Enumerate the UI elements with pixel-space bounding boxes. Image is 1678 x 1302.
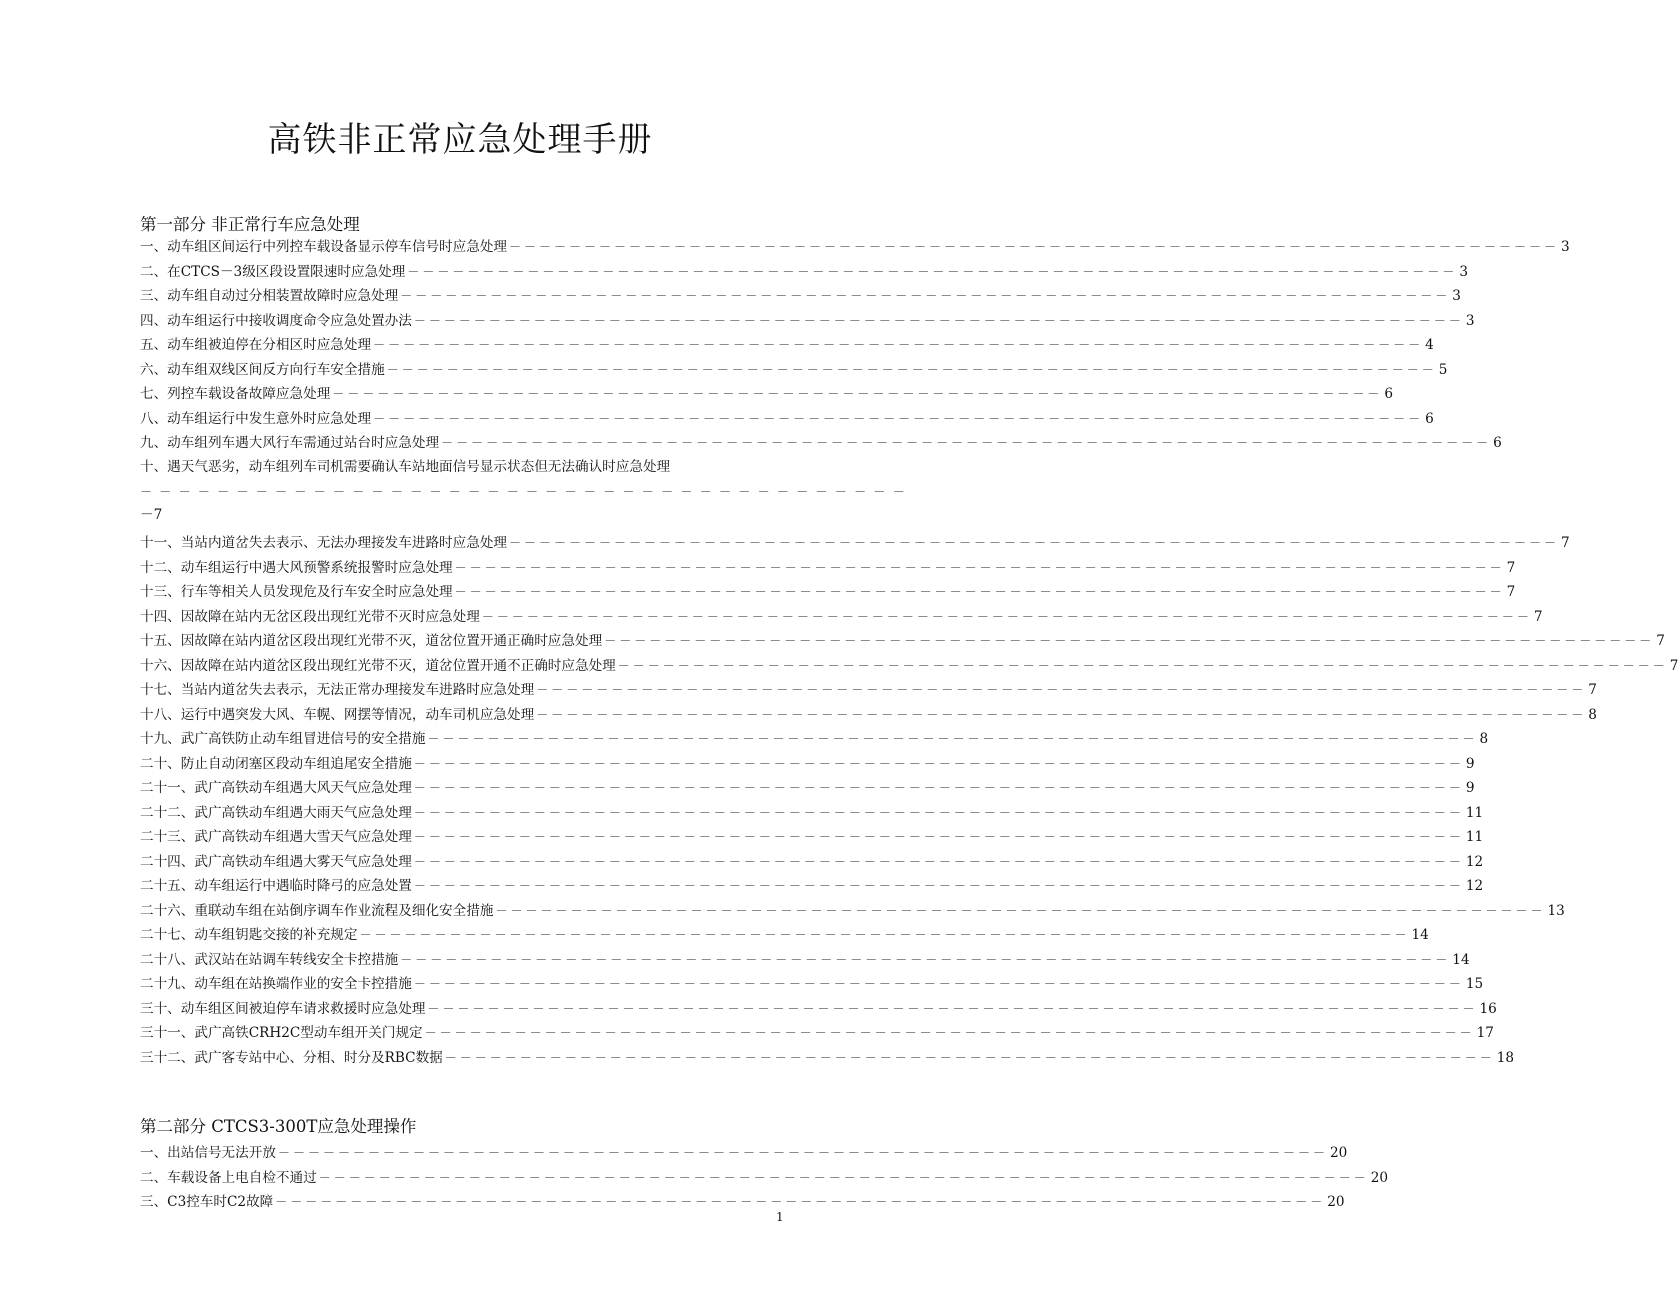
toc-leader: －－－－－－－－－－－－－－－－－－－－－－－－－－－－－－－－－－－－－－－－－－－－－－－－－－－－－－－－－－－－－－－－－－－－－－ xyxy=(509,536,1560,550)
toc-leader: －－－－－－－－－－－－－－－－－－－－－－－－－－－－－－－－－－－－－－－－－－－－－－－－－－－－－－－－－－－－－－－－－－－－－－ xyxy=(536,707,1587,722)
toc-entry[interactable] xyxy=(140,678,1597,703)
toc-entry-label: 三十二、武广客专站中心、分相、时分及RBC数据 xyxy=(140,1049,443,1066)
toc-entry-label: 十八、运行中遇突发大风、车幌、网摆等情况，动车司机应急处理 xyxy=(140,706,535,723)
toc-entry[interactable] xyxy=(140,703,1597,728)
toc-entry[interactable] xyxy=(140,605,1543,630)
toc-leader: －－－－－－－－－－－－－－－－－－－－－－－－－－－－－－－－－－－－－－－－－－－－－－－－－－－－－－－－－－－－－－－－－－－－－－ xyxy=(509,240,1560,254)
toc-leader: －－－－－－－－－－－－－－－－－－－－－－－－－－－－－－－－－－－－－－－－－－－－－－－－－－－－－－－－－－－－－－－－－－－－－－ xyxy=(481,609,1532,624)
toc-leader: －－－－－－－－－－－－－－－－－－－－－－－－－－－－－－－－－－－－－－－－－－－－－－－－－－－－－－－－－－－－－－－－－－－－－－ xyxy=(604,634,1655,648)
toc-leader: －－－－－－－－－－－－－－－－－－－－－－－－－－－－－－－－－－－－－－－－－－－－－－－－－－－－－－－－－－－－－－－－－－－－－－ xyxy=(275,1195,1326,1209)
toc-entry-page: 13 xyxy=(1547,902,1565,919)
toc-entry-page: 8 xyxy=(1479,731,1489,747)
toc-leader: －－－－－－－－－－－－－－－－－－－－－－－－－－－－－－－－－－－－－－－－－－－－－－－－－－－－－－－－－－－－－－－－－－－－－－ xyxy=(454,560,1505,575)
toc-entry-page: 3 xyxy=(1465,312,1475,329)
toc-entry-label: 一、动车组区间运行中列控车载设备显示停车信号时应急处理 xyxy=(140,239,508,255)
toc-entry-page: 8 xyxy=(1588,706,1597,723)
toc-entry-page: 5 xyxy=(1438,361,1448,378)
toc-entry-label: 十三、行车等相关人员发现危及行车安全时应急处理 xyxy=(140,584,453,600)
toc-entry-label: 二十五、动车组运行中遇临时降弓的应急处置 xyxy=(140,878,412,894)
toc-entry-label: 三十一、武广高铁CRH2C型动车组开关门规定 xyxy=(140,1025,423,1041)
toc-leader: －－－－－－－－－－－－－－－－－－－－－－－－－－－－－－－－－－－－－－－－－－－－－－－－－－－－－－－－－－－－－－－－－－－－－－ xyxy=(400,289,1451,303)
part1-heading: 第一部分 非正常行车应急处理 xyxy=(140,215,360,234)
toc-entry[interactable] xyxy=(140,431,1502,456)
toc-entry-page: 20 xyxy=(1329,1145,1348,1161)
toc-entry-page: 18 xyxy=(1496,1049,1515,1066)
toc-leader: －－－－－－－－－－－－－－－－－－－－－－－－－－－－－－－－－－－－－－－－－－－－－－－－－－－－－－－－－－－－－－－－－－－－－－ xyxy=(495,903,1546,918)
toc-leader: －－－－－－－－－－－－－－－－－－－－－－－－－－－－－－－－－－－－－－－－－－－－－－－－－－－－－－－－－－－－－－－－－－－－－－ xyxy=(407,264,1458,279)
toc-entry-page: －7 xyxy=(140,507,163,523)
toc-entry[interactable] xyxy=(140,923,1429,948)
toc-leader: －－－－－－－－－－－－－－－－－－－－－－－－－－－－－－－－－－－－－－－－－－－－－－－－－－－－－－－－－－－－－－－－－－－－－－ xyxy=(536,683,1587,697)
part1-toc xyxy=(140,235,1570,456)
toc-entry-page: 6 xyxy=(1493,435,1502,451)
toc-entry-page: 6 xyxy=(1425,410,1434,427)
toc-entry[interactable] xyxy=(140,309,1475,334)
toc-entry[interactable] xyxy=(140,899,1565,924)
toc-entry-page: 3 xyxy=(1452,288,1461,304)
toc-entry[interactable] xyxy=(140,776,1475,801)
toc-entry-page: 3 xyxy=(1561,239,1570,255)
toc-entry[interactable] xyxy=(140,1190,1345,1215)
toc-entry[interactable] xyxy=(140,654,1678,679)
toc-leader: －－－－－－－－－－－－－－－－－－－－－－－－－－－－－－－－－－－－－－－－－－－－－－－－－－－－－－－－－－－－－－－－－－－－－－ xyxy=(444,1050,1495,1065)
document-title: 高铁非正常应急处理手册 xyxy=(267,120,653,160)
toc-entry[interactable] xyxy=(140,997,1497,1022)
toc-leader: －－－－－－－－－－－－－－－－－－－－－－－－－－－－－－－－－－－－－－－－－－－－－－－－－－－－－－－－－－－－－－－－－－－－－－ xyxy=(413,313,1464,328)
toc-leader: －－－－－－－－－－－－－－－－－－－－－－－－－－－－－－－－－－－－－－－－－－－－－－－－－－－－－－－－－－－－－－－－－－－－－－ xyxy=(441,436,1492,450)
toc-entry-label: 六、动车组双线区间反方向行车安全措施 xyxy=(140,361,385,378)
toc-entry-page: 7 xyxy=(1656,633,1665,649)
toc-leader: －－－－－－－－－－－－－－－－－－－－－－－－－－－－－－－－－－－－－－－－－－－－－－－－－－－－－－－－－－－－－－－－－－－－－－ xyxy=(424,1026,1475,1040)
toc-leader: －－－－－－－－－－－－－－－－－－－－－－－－－－－－－－－－－－－－－－－－－－－－－－－－－－－－－－－－－－－－－－－－－－－－－－ xyxy=(617,658,1668,673)
toc-entry-page: 20 xyxy=(1370,1169,1389,1186)
toc-entry[interactable] xyxy=(140,556,1516,581)
toc-entry-label: 十七、当站内道岔失去表示，无法正常办理接发车进路时应急处理 xyxy=(140,682,535,698)
toc-entry-page: 17 xyxy=(1476,1025,1494,1041)
toc-entry[interactable] xyxy=(140,333,1434,358)
part2-toc xyxy=(140,1141,1389,1215)
toc-entry[interactable] xyxy=(140,1046,1515,1071)
toc-entry-label: 二十三、武广高铁动车组遇大雪天气应急处理 xyxy=(140,829,412,845)
toc-entry-page: 11 xyxy=(1465,829,1484,845)
toc-leader: －－－－－－－－－－－－－－－－－－－－－－－－－－－－－－－－－－－－－－－－－－－－－－－－－－－－－－－－－－－－－－－－－－－－－－ xyxy=(413,830,1464,844)
toc-entry-page: 15 xyxy=(1465,976,1484,992)
toc-entry-page: 20 xyxy=(1327,1194,1345,1210)
toc-entry-label: 十九、武广高铁防止动车组冒进信号的安全措施 xyxy=(140,731,426,747)
toc-leader: －－－－－－－－－－－－－－－－－－－－－－－－－－－－－－－－－－－－－－－－－－－－－－－－－－－－－－－－－－－－－－－－－－－－－－ xyxy=(427,732,1478,746)
toc-entry-page: 7 xyxy=(1533,608,1543,625)
toc-entry-label: 二十一、武广高铁动车组遇大风天气应急处理 xyxy=(140,780,412,796)
toc-entry[interactable] xyxy=(140,407,1434,432)
toc-entry-page: 7 xyxy=(1588,682,1597,698)
toc-entry-label: 八、动车组运行中发生意外时应急处理 xyxy=(140,410,372,427)
toc-leader: －－－－－－－－－－－－－－－－－－－－－－－－－－－－－－－－－－－－－－－－－－－－－－－－－－－－－－－－－－－－－－－－－－－－－－ xyxy=(413,879,1464,893)
toc-entry-page: 7 xyxy=(1506,584,1516,600)
toc-entry-label: 十、遇天气恶劣，动车组列车司机需要确认车站地面信号显示状态但无法确认时应急处理 xyxy=(140,459,671,475)
toc-leader: －－－－－－－－－－－－－－－－－－－－－－－－－－－－－－－－－－－－－－－－－－－－－－－－－－－－－－－－－－－－－－－－－－－－－－ xyxy=(373,338,1424,352)
toc-entry-label: 五、动车组被迫停在分相区时应急处理 xyxy=(140,337,372,353)
toc-entry-label: 二、在CTCS－3级区段设置限速时应急处理 xyxy=(140,263,406,280)
toc-leader: －－－－－－－－－－－－－－－－－－－－－－－－－－－－－－－－－－－－－－－－－－－－－－－－－－－－－－－－－－－－－－－－－－－－－－ xyxy=(413,854,1464,869)
toc-entry[interactable] xyxy=(140,1141,1348,1166)
toc-entry-label: 一、出站信号无法开放 xyxy=(140,1145,276,1161)
toc-entry[interactable] xyxy=(140,948,1470,973)
toc-entry-label: 二十四、武广高铁动车组遇大雾天气应急处理 xyxy=(140,853,412,870)
toc-leader: －－－－－－－－－－－－－－－－－－－－－－－－－－－－－－－－－－－－－－－－－－－－－－－－－－－－－－－－－－－－－－－－－－－－－－ xyxy=(427,1001,1478,1016)
toc-entry-label: 三十、动车组区间被迫停车请求救援时应急处理 xyxy=(140,1000,426,1017)
toc-entry-page: 3 xyxy=(1459,263,1469,280)
toc-leader: －－－－－－－－－－－－－－－－－－－－－－－－－－－－－－－－－－－－－－－－－－－－－－－－－－－－－－－－－－－－－－－－－－－－－－ xyxy=(454,585,1505,599)
toc-entry-page: 7 xyxy=(1506,559,1516,576)
toc-entry-label: 二十八、武汉站在站调车转线安全卡控措施 xyxy=(140,951,399,968)
toc-entry[interactable] xyxy=(140,1021,1494,1046)
toc-entry-wrapped[interactable] xyxy=(140,458,913,524)
toc-entry-page: 12 xyxy=(1465,853,1484,870)
toc-entry[interactable] xyxy=(140,629,1665,654)
toc-leader: －－－－－－－－－－－－－－－－－－－－－－－－－－－－－－－－－－－－－－－－－－－－－－－－－－－－－－－－－－－－－－－－－－－－－－ xyxy=(277,1146,1328,1160)
toc-entry[interactable] xyxy=(140,1166,1389,1191)
toc-entry-page: 7 xyxy=(1561,535,1570,551)
toc-entry-page: 4 xyxy=(1425,337,1434,353)
toc-leader: －－－－－－－－－－－－－－－－－－－－－－－－－－－－－－－－－－－－－－－－－－－－－－－－－－－－－－－－－－－－－－－－－－－－－－ xyxy=(359,928,1410,942)
toc-entry-label: 二十九、动车组在站换端作业的安全卡控措施 xyxy=(140,976,412,992)
toc-entry[interactable] xyxy=(140,752,1475,777)
part2-heading: 第二部分 CTCS3-300T应急处理操作 xyxy=(140,1117,417,1136)
toc-entry[interactable] xyxy=(140,874,1484,899)
toc-entry-label: 二十六、重联动车组在站倒序调车作业流程及细化安全措施 xyxy=(140,902,494,919)
toc-leader: －－－－－－－－－－－－－－－－－－－－－－－－－－－－－－－－－－－－－－－－ xyxy=(140,485,913,499)
toc-entry-label: 九、动车组列车遇大风行车需通过站台时应急处理 xyxy=(140,435,440,451)
toc-leader: －－－－－－－－－－－－－－－－－－－－－－－－－－－－－－－－－－－－－－－－－－－－－－－－－－－－－－－－－－－－－－－－－－－－－－ xyxy=(332,387,1383,401)
toc-entry-label: 三、动车组自动过分相装置故障时应急处理 xyxy=(140,288,399,304)
toc-leader: －－－－－－－－－－－－－－－－－－－－－－－－－－－－－－－－－－－－－－－－－－－－－－－－－－－－－－－－－－－－－－－－－－－－－－ xyxy=(386,362,1437,377)
toc-entry-page: 14 xyxy=(1452,951,1470,968)
page-number: 1 xyxy=(776,1210,784,1224)
toc-entry-page: 16 xyxy=(1479,1000,1497,1017)
toc-entry-page: 6 xyxy=(1384,386,1393,402)
toc-entry-label: 十四、因故障在站内无岔区段出现红光带不灭时应急处理 xyxy=(140,608,480,625)
toc-entry[interactable] xyxy=(140,801,1484,826)
toc-entry-label: 七、列控车载设备故障应急处理 xyxy=(140,386,331,402)
toc-leader: －－－－－－－－－－－－－－－－－－－－－－－－－－－－－－－－－－－－－－－－－－－－－－－－－－－－－－－－－－－－－－－－－－－－－－ xyxy=(413,805,1464,820)
toc-entry-label: 四、动车组运行中接收调度命令应急处置办法 xyxy=(140,312,412,329)
toc-entry-label: 二十二、武广高铁动车组遇大雨天气应急处理 xyxy=(140,804,412,821)
toc-leader: －－－－－－－－－－－－－－－－－－－－－－－－－－－－－－－－－－－－－－－－－－－－－－－－－－－－－－－－－－－－－－－－－－－－－－ xyxy=(318,1170,1369,1185)
toc-entry-page: 11 xyxy=(1465,804,1484,821)
toc-entry[interactable] xyxy=(140,284,1461,309)
toc-entry[interactable] xyxy=(140,235,1570,260)
toc-entry[interactable] xyxy=(140,260,1469,285)
toc-leader: －－－－－－－－－－－－－－－－－－－－－－－－－－－－－－－－－－－－－－－－－－－－－－－－－－－－－－－－－－－－－－－－－－－－－－ xyxy=(413,977,1464,991)
toc-entry-label: 二十七、动车组钥匙交接的补充规定 xyxy=(140,927,358,943)
toc-entry-page: 12 xyxy=(1465,878,1484,894)
toc-entry-label: 三、C3控车时C2故障 xyxy=(140,1194,274,1210)
toc-entry-page: 9 xyxy=(1465,755,1475,772)
toc-entry[interactable] xyxy=(140,972,1484,997)
toc-entry[interactable] xyxy=(140,358,1448,383)
toc-entry[interactable] xyxy=(140,850,1484,875)
toc-entry[interactable] xyxy=(140,531,1570,556)
toc-leader: －－－－－－－－－－－－－－－－－－－－－－－－－－－－－－－－－－－－－－－－－－－－－－－－－－－－－－－－－－－－－－－－－－－－－－ xyxy=(413,756,1464,771)
toc-entry[interactable] xyxy=(140,580,1516,605)
part1-toc-continued xyxy=(140,531,1678,1070)
toc-entry-label: 十一、当站内道岔失去表示、无法办理接发车进路时应急处理 xyxy=(140,535,508,551)
toc-entry[interactable] xyxy=(140,382,1393,407)
toc-leader: －－－－－－－－－－－－－－－－－－－－－－－－－－－－－－－－－－－－－－－－－－－－－－－－－－－－－－－－－－－－－－－－－－－－－－ xyxy=(400,952,1451,967)
toc-leader: －－－－－－－－－－－－－－－－－－－－－－－－－－－－－－－－－－－－－－－－－－－－－－－－－－－－－－－－－－－－－－－－－－－－－－ xyxy=(373,411,1424,426)
toc-entry-page: 7 xyxy=(1669,657,1678,674)
toc-leader: －－－－－－－－－－－－－－－－－－－－－－－－－－－－－－－－－－－－－－－－－－－－－－－－－－－－－－－－－－－－－－－－－－－－－－ xyxy=(413,781,1464,795)
toc-entry-page: 9 xyxy=(1465,780,1475,796)
toc-entry-label: 十二、动车组运行中遇大风预警系统报警时应急处理 xyxy=(140,559,453,576)
toc-entry-page: 14 xyxy=(1411,927,1429,943)
toc-entry-label: 二、车载设备上电自检不通过 xyxy=(140,1169,317,1186)
toc-entry-label: 十六、因故障在站内道岔区段出现红光带不灭，道岔位置开通不正确时应急处理 xyxy=(140,657,616,674)
toc-entry-label: 十五、因故障在站内道岔区段出现红光带不灭，道岔位置开通正确时应急处理 xyxy=(140,633,603,649)
toc-entry[interactable] xyxy=(140,727,1489,752)
toc-entry-label: 二十、防止自动闭塞区段动车组追尾安全措施 xyxy=(140,755,412,772)
toc-entry[interactable] xyxy=(140,825,1484,850)
